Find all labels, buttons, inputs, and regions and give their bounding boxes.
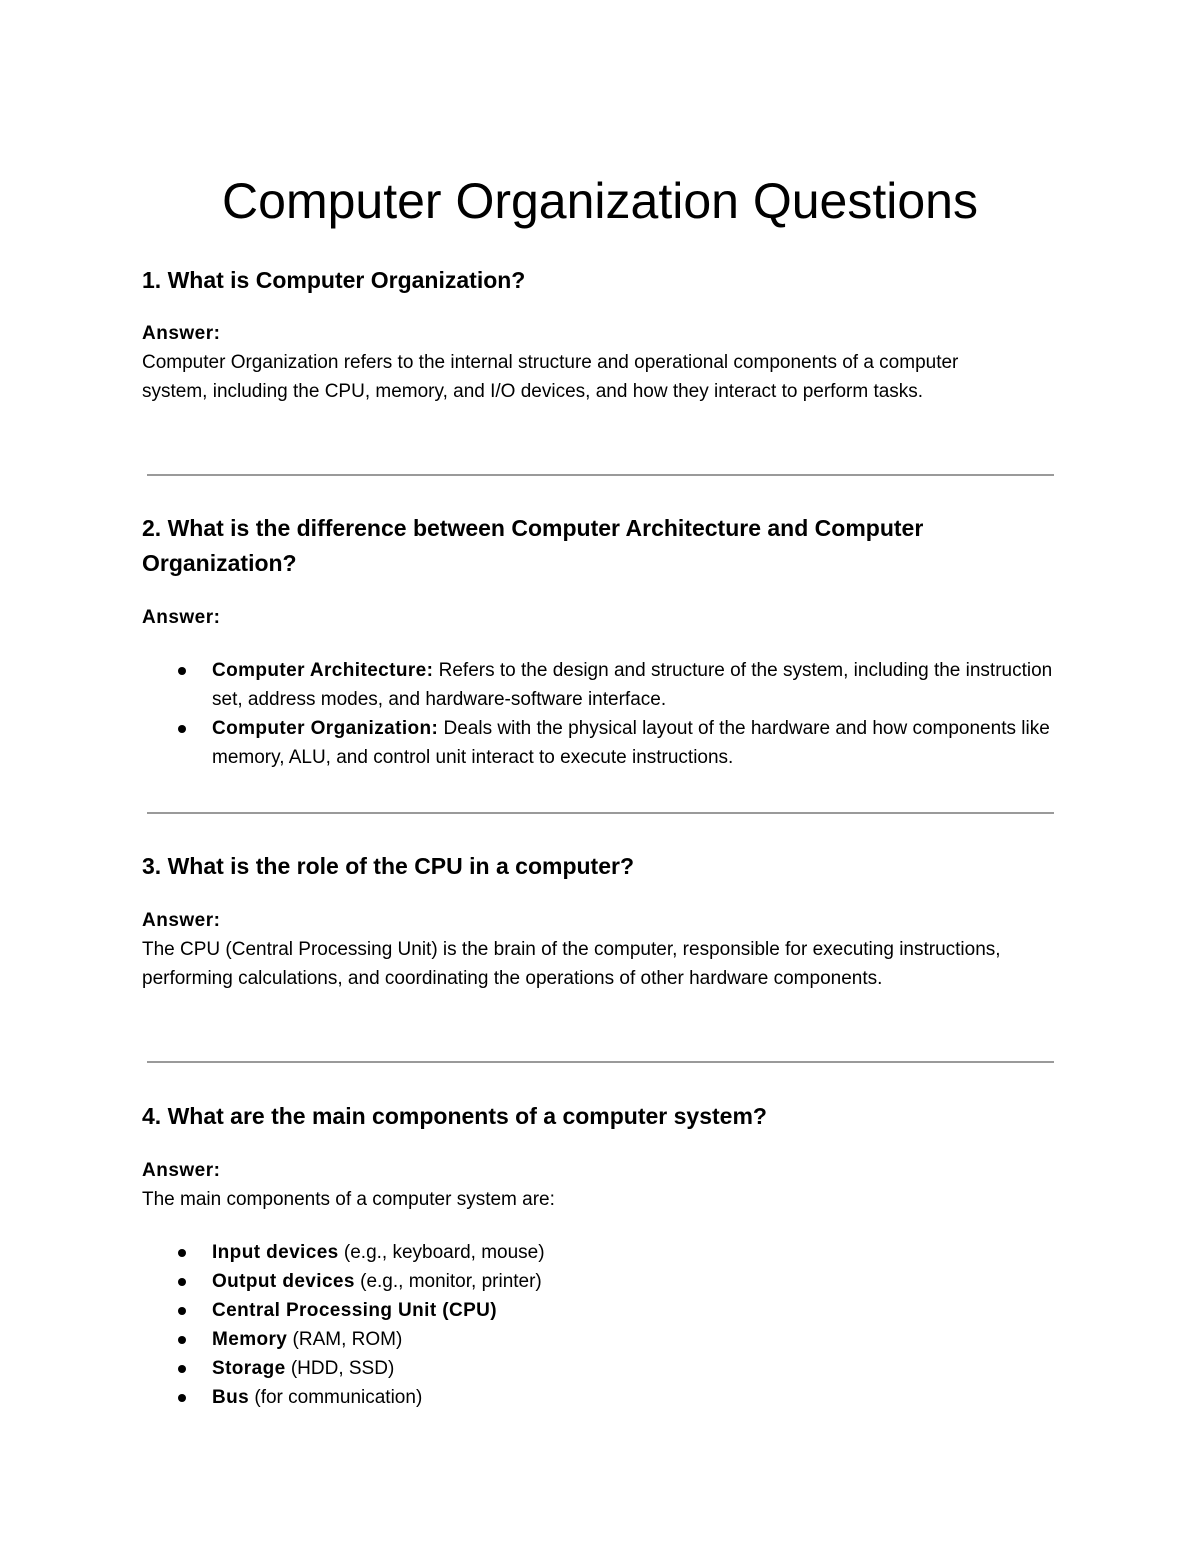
list-item-text: (e.g., monitor, printer) [354,1271,542,1292]
section-divider [147,1061,1054,1063]
bullet-icon [178,1307,186,1315]
list-item [142,1296,1058,1325]
list-item [142,1383,1058,1412]
list-item-term: Memory [212,1329,288,1350]
list-item [142,656,1058,714]
question-2-heading: 2. What is the difference between Computer Architecture and Computer Organization? [142,515,924,576]
list-item [142,714,1058,772]
bullet-icon [178,725,186,733]
list-item-text: (HDD, SSD) [285,1358,395,1379]
question-4-intro-text: The main components of a computer system are: [142,1189,555,1210]
section-divider [147,474,1054,476]
list-item-term: Bus [212,1387,250,1408]
list-item-text: (RAM, ROM) [287,1329,403,1350]
list-item-text: Refers to the design and structure of the system, including the instruction set, address modes, and hardware-software interface. [212,660,1053,710]
list-item [142,1267,1058,1296]
question-3-heading: 3. What is the role of the CPU in a computer? [142,853,634,879]
list-item-term: Central Processing Unit (CPU) [212,1300,498,1321]
list-item [142,1238,1058,1267]
list-item [142,1325,1058,1354]
question-4-list [142,1238,1058,1412]
list-item-term: Storage [212,1358,286,1379]
bullet-icon [178,1336,186,1344]
list-item-term: Computer Organization: [212,718,439,739]
question-3-answer-label: Answer: [142,910,221,931]
bullet-icon [178,667,186,675]
section-divider [147,812,1054,814]
list-item [142,1354,1058,1383]
question-1-answer-label: Answer: [142,323,221,344]
bullet-icon [178,1365,186,1373]
question-4-answer-label: Answer: [142,1160,221,1181]
question-1-heading: 1. What is Computer Organization? [142,267,526,293]
list-item-term: Computer Architecture: [212,660,434,681]
document-title: Computer Organization Questions [222,173,978,229]
question-2-answer-label: Answer: [142,607,221,628]
bullet-icon [178,1394,186,1402]
list-item-text: (e.g., keyboard, mouse) [338,1242,545,1263]
question-3-answer-text: The CPU (Central Processing Unit) is the brain of the computer, responsible for executing instructions, performing calculations, and coordinating the operations of other hardware components. [142,939,1001,989]
list-item-term: Input devices [212,1242,339,1263]
question-2-list [142,656,1058,772]
bullet-icon [178,1278,186,1286]
list-item-text: (for communication) [249,1387,423,1408]
question-1-answer-text: Computer Organization refers to the internal structure and operational components of a computer system, including the CPU, memory, and I/O devices, and how they interact to perform tasks. [142,352,959,402]
list-item-term: Output devices [212,1271,355,1292]
list-item-text: Deals with the physical layout of the hardware and how components like memory, ALU, and control unit interact to execute instructions. [212,718,1050,768]
bullet-icon [178,1249,186,1257]
question-4-heading: 4. What are the main components of a computer system? [142,1103,767,1129]
